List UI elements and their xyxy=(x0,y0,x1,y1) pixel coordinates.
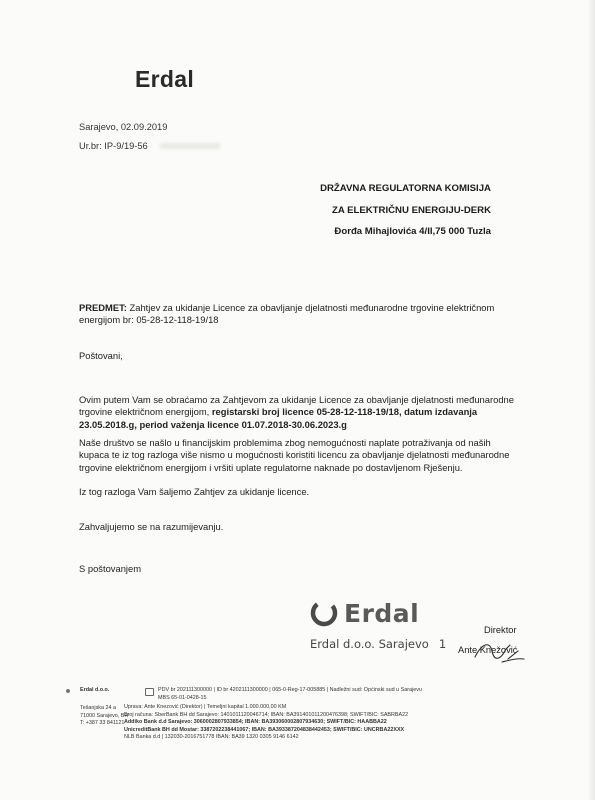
subject-line-2: energijom br: 05-28-12-118-19/18 xyxy=(79,314,219,326)
footer-bank-2: Addiko Bank d.d Sarajevo: 3060002807933854; IBAN: BA393060002807934630; SWIFT/BIC: HAABBA22 xyxy=(124,719,387,725)
footer-phone: T: +387 33 841121 xyxy=(80,720,125,726)
recipient-line-3: Đorđa Mihajlovića 4/II,75 000 Tuzla xyxy=(334,226,491,237)
reference-number: Ur.br: IP-9/19-56 xyxy=(79,141,148,151)
closing-line: S poštovanjem xyxy=(79,563,142,574)
erdal-logo-icon xyxy=(309,598,339,628)
footer-address-1: Tešanjska 24 a xyxy=(80,705,116,711)
footer-banking xyxy=(124,704,408,742)
footer-mbs: MBS 65-01-0428-15 xyxy=(158,694,207,701)
footer-company: Erdal d.o.o. xyxy=(80,687,110,693)
page-edge-shadow xyxy=(589,0,595,800)
footer-logo-icon xyxy=(66,689,70,693)
place-date: Sarajevo, 02.09.2019 xyxy=(79,122,168,132)
signature-name: Ante Knežović xyxy=(458,645,518,655)
p2-line-3: trgovine električnom energijom i vršiti uplate regulatorne naknade po dostavljenom Rješenju. xyxy=(79,461,463,473)
footer-reg-line: PDV br 202111300000 | ID br 4202111300000 | 065-0-Reg-17-005885 | Nadležni sud: Općinski sud u Sarajevu xyxy=(158,687,422,693)
paragraph-2 xyxy=(79,437,531,474)
footer-address xyxy=(80,705,128,728)
recipient-line-2: ZA ELEKTRIČNU ENERGIJU-DERK xyxy=(331,205,491,216)
footer-bank-1: Broj računa: SberBank BH dd Sarajevo: 1401011120046714; IBAN: BA391401011200476398; SWIFT/BIC: SABRBA22 xyxy=(124,711,409,718)
footer-legal xyxy=(158,687,422,702)
p1-line-2a: trgovine električnom energijom, xyxy=(79,406,212,418)
p1-line-1: Ovim putem Vam se obraćamo za Zahtjevom za ukidanje Licence za obavljanje djelatnosti međunarodne xyxy=(79,394,514,405)
letterhead-logo: Erdal xyxy=(135,66,195,92)
handwritten-signature xyxy=(472,639,527,665)
subject-line-1: Zahtjev za ukidanje Licence za obavljanje djelatnosti međunarodne trgovine električnom xyxy=(126,302,495,313)
stamp-brand: Erdal xyxy=(344,598,420,628)
footer-bank-4: NLB Banka d.d | 132030-2016751778 IBAN: BA39 1320 0305 9146 6142 xyxy=(124,734,299,740)
recipient-line-1: DRŽAVNA REGULATORNA KOMISIJA xyxy=(320,183,491,194)
thanks-line: Zahvaljujemo se na razumijevanju. xyxy=(79,521,224,532)
faint-marking xyxy=(160,143,220,149)
p2-line-1: Naše društvo se našlo u financijskim problemima zbog nemogućnosti naplate potraživanja od naših xyxy=(79,437,491,448)
salutation: Poštovani, xyxy=(79,350,123,361)
stamp-number: 1 xyxy=(438,637,447,651)
p1-line-2b: registarski broj licence 05-28-12-118-19/18, datum izdavanja xyxy=(211,406,478,418)
stamp-company-name: Erdal d.o.o. Sarajevo xyxy=(310,637,429,651)
footer-bank-3: UnicreditBank BH dd Mostar: 3387202238441067; IBAN: BA393387204838442453; SWIFT/BIC: UNCRBA22XXX xyxy=(124,726,405,733)
footer-management: Uprava: Ante Knezović (Direktor) | Temeljni kapital 1.000.000,00 KM xyxy=(124,704,287,710)
signature-title: Direktor xyxy=(484,625,517,635)
stamp-company xyxy=(310,637,446,651)
p2-line-2: kupaca te iz tog razloga više nismo u mogućnosti koristiti licencu za obavljanje djelatnosti međunarodne xyxy=(79,449,510,461)
footer-chip-icon xyxy=(145,688,154,696)
subject-block xyxy=(79,302,531,327)
subject-label: PREDMET: xyxy=(79,302,127,313)
paragraph-1 xyxy=(79,394,531,431)
footer-address-2: 71000 Sarajevo, BH xyxy=(80,712,129,719)
company-stamp xyxy=(309,598,419,628)
p1-line-3: 23.05.2018.g, period važenja licence 01.07.2018-30.06.2023.g xyxy=(79,418,347,430)
paragraph-3: Iz tog razloga Vam šaljemo Zahtjev za ukidanje licence. xyxy=(79,486,310,497)
